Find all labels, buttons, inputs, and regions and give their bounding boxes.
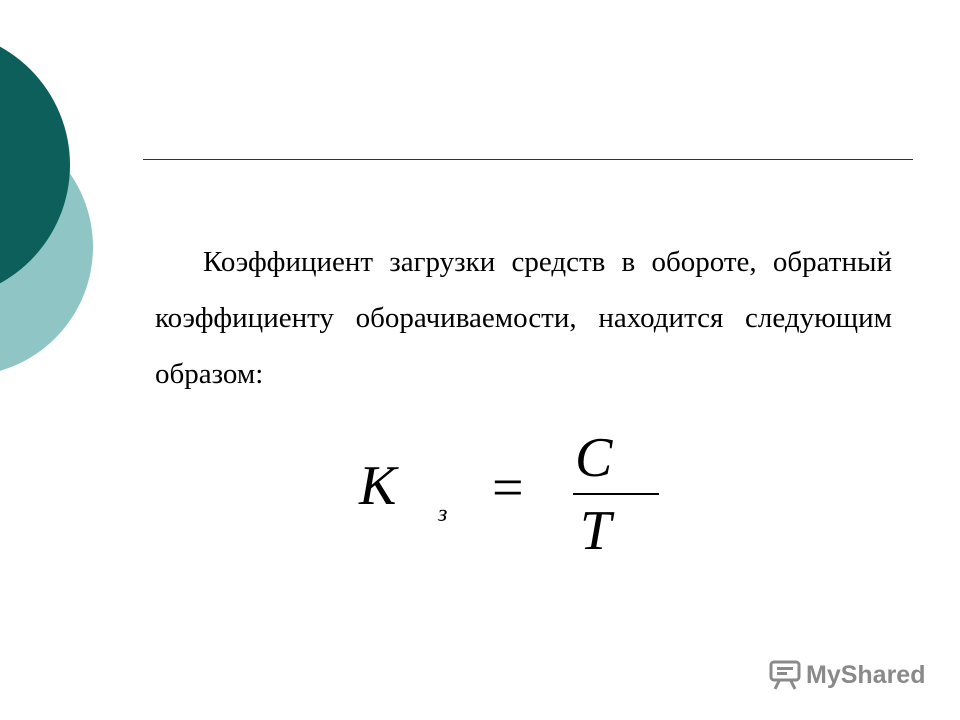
presentation-board-icon: [768, 659, 802, 691]
watermark-text: MyShared: [806, 660, 926, 689]
watermark: [768, 657, 925, 693]
formula-equals-sign: =: [492, 457, 524, 519]
formula-denominator: T: [580, 500, 612, 562]
formula-lhs: K: [359, 455, 397, 517]
formula-lhs-subscript: з: [438, 501, 448, 527]
body-paragraph: Коэффициент загрузки средств в обороте, обратный коэффициенту оборачиваемости, находится следующим образом:: [155, 246, 892, 390]
title-divider-line: [143, 159, 913, 160]
formula-numerator: C: [575, 427, 613, 489]
formula-fraction-bar: [573, 493, 659, 495]
